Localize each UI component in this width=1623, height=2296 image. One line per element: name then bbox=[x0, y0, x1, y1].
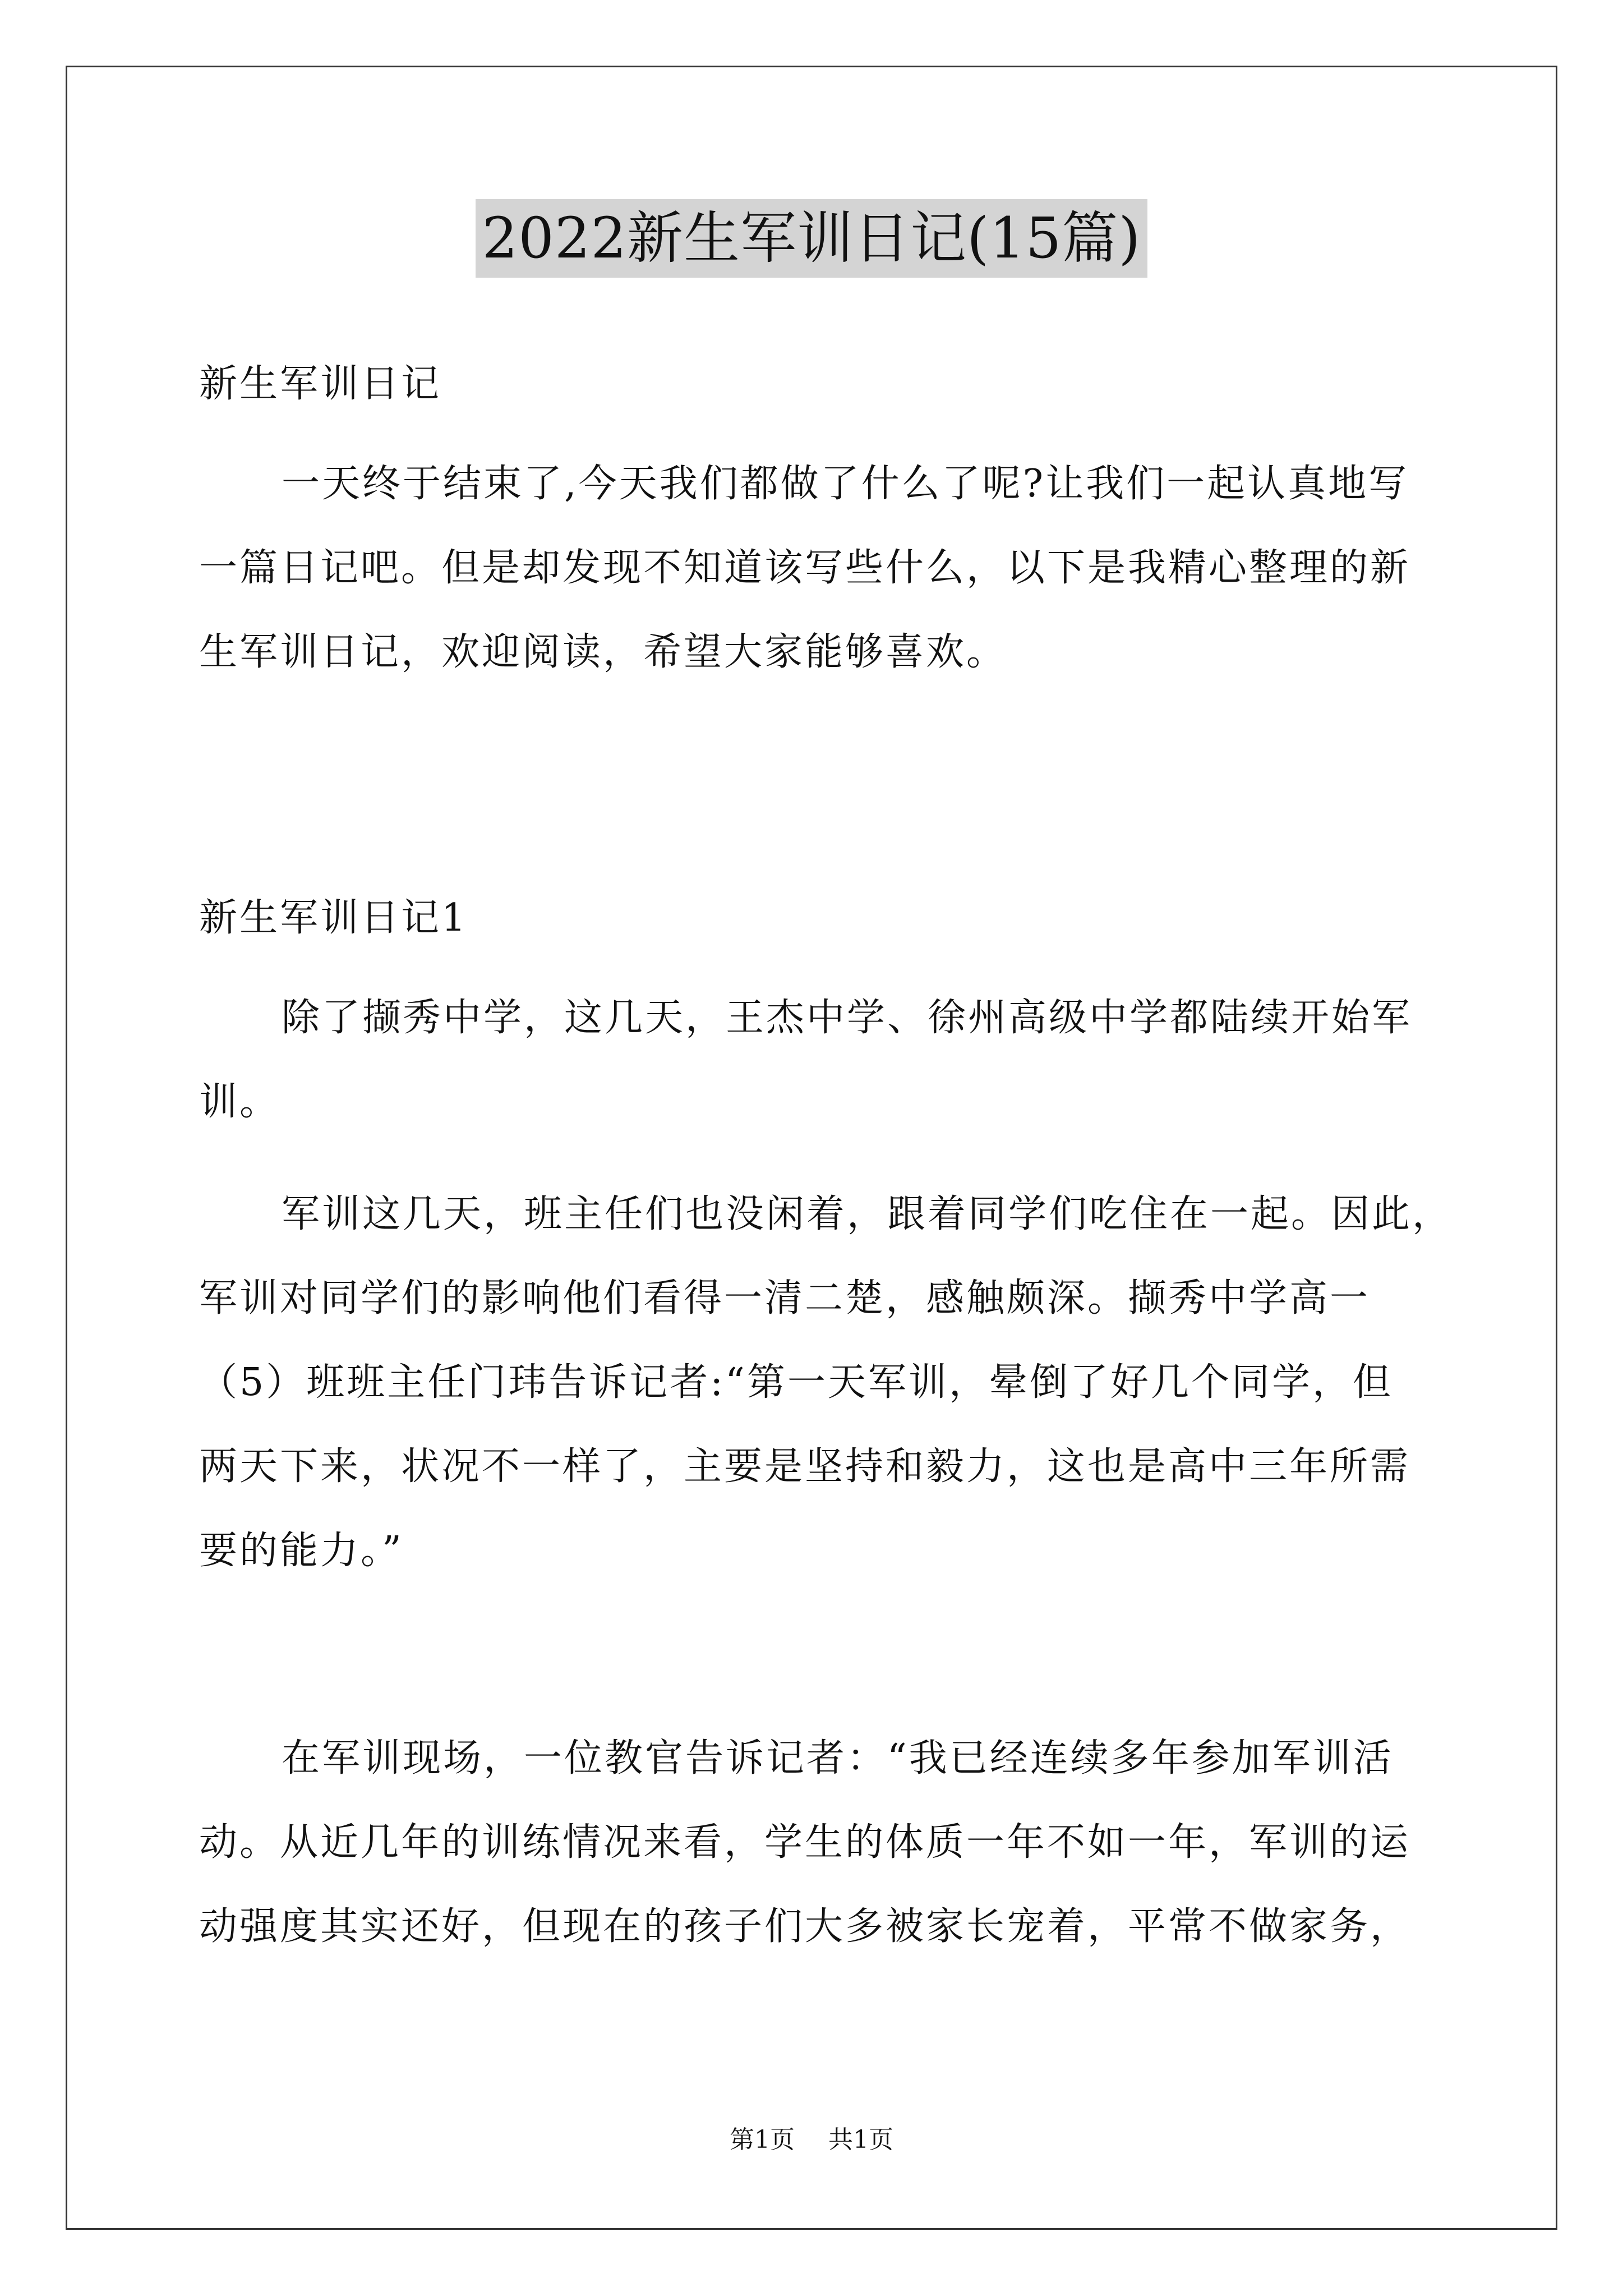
text-line: 两天下来，状况不一样了，主要是坚持和毅力，这也是高中三年所需 bbox=[199, 1444, 1411, 1489]
text-line: 动强度其实还好，但现在的孩子们大多被家长宠着，平常不做家务， bbox=[199, 1904, 1411, 1949]
document-title: 2022新生军训日记(15篇) bbox=[476, 199, 1148, 278]
section-heading-intro: 新生军训日记 bbox=[199, 362, 442, 406]
intro-paragraph bbox=[199, 442, 1436, 694]
paragraph-3 bbox=[199, 1717, 1436, 1969]
page-number-current: 第1页 bbox=[730, 2125, 795, 2154]
page-footer bbox=[0, 2123, 1623, 2157]
text-line: 除了撷秀中学，这几天，王杰中学、徐州高级中学都陆续开始军 bbox=[282, 996, 1413, 1040]
title-block bbox=[0, 199, 1623, 278]
text-line: 军训对同学们的影响他们看得一清二楚，感触颇深。撷秀中学高一 bbox=[199, 1276, 1371, 1320]
text-line: 训。 bbox=[199, 1080, 280, 1124]
page-number-total: 共1页 bbox=[828, 2125, 893, 2154]
text-line: 要的能力。” bbox=[199, 1529, 404, 1573]
text-line: （5）班班主任门玮告诉记者:“第一天军训，晕倒了好几个同学，但 bbox=[199, 1360, 1393, 1405]
paragraph-1 bbox=[199, 976, 1436, 1144]
text-line: 生军训日记，欢迎阅读，希望大家能够喜欢。 bbox=[199, 630, 1007, 674]
text-line: 一天终于结束了,今天我们都做了什么了呢?让我们一起认真地写 bbox=[282, 462, 1409, 506]
section-heading-1: 新生军训日记1 bbox=[199, 896, 468, 940]
text-line: 在军训现场，一位教官告诉记者：“我已经连续多年参加军训活 bbox=[282, 1736, 1394, 1780]
paragraph-2 bbox=[199, 1172, 1453, 1593]
text-line: 动。从近几年的训练情况来看，学生的体质一年不如一年，军训的运 bbox=[199, 1820, 1411, 1865]
text-line: 军训这几天，班主任们也没闲着，跟着同学们吃住在一起。因此， bbox=[282, 1192, 1453, 1236]
text-line: 一篇日记吧。但是却发现不知道该写些什么，以下是我精心整理的新 bbox=[199, 546, 1411, 590]
